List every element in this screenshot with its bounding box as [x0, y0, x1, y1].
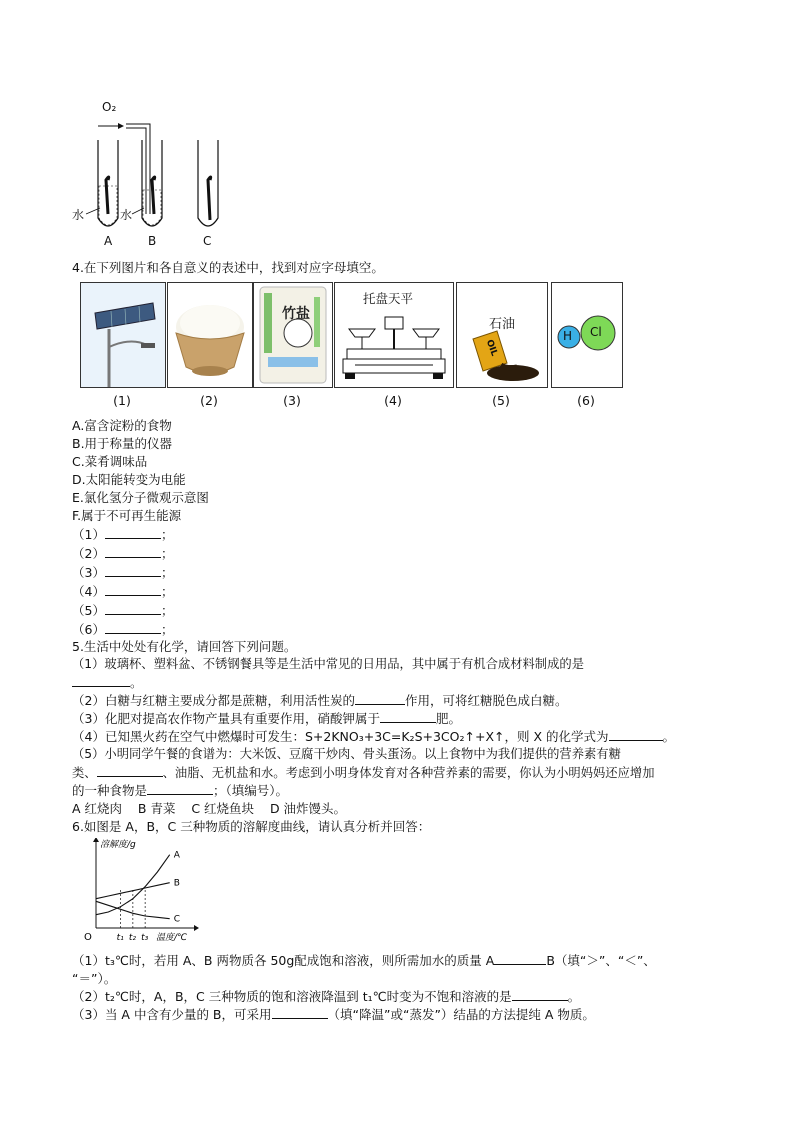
image-solar-lamp — [80, 282, 166, 388]
q4-title: 4.在下列图片和各自意义的表述中，找到对应字母填空。 — [72, 260, 384, 275]
q5-part5-line1: （5）小明同学午餐的食谱为：大米饭、豆腐干炒肉、骨头蛋汤。以上食物中为我们提供的营养素有糖 — [72, 747, 621, 761]
q6-title: 6.如图是 A，B，C 三种物质的溶解度曲线，请认真分析并回答： — [72, 819, 431, 834]
oil-label: 石油 — [489, 317, 516, 332]
option-a: A.富含淀粉的食物 — [72, 418, 172, 433]
image-oil — [456, 282, 548, 388]
q5-blank-4[interactable] — [609, 728, 663, 741]
option-d: D.太阳能转变为电能 — [72, 472, 186, 487]
q5-part4: （4）已知黑火药在空气中燃爆时可发生：S+2KNO₃+3C=K₂S+3CO₂↑+X↑，则 X 的化学式为 。 — [72, 729, 676, 744]
q5-blank-6[interactable] — [147, 782, 213, 795]
q6-part1-end: “＝”）。 — [72, 971, 117, 986]
seasoning-text: 竹盐 — [282, 306, 310, 322]
answer-row: （4） ； — [72, 584, 174, 599]
water-label-a: 水 — [72, 208, 85, 222]
test-tubes-diagram — [70, 96, 250, 256]
solubility-chart-svg — [82, 838, 202, 946]
image-rice-bowl — [167, 282, 253, 388]
balance-label: 托盘天平 — [363, 291, 414, 306]
q5-part2: （2）白糖与红糖主要成分都是蔗糖，利用活性炭的 作用，可将红糖脱色成白糖。 — [72, 693, 568, 708]
answer-blank-1[interactable] — [105, 526, 161, 539]
answer-row: （6） ； — [72, 622, 174, 637]
x-axis-label: 温度/℃ — [156, 933, 188, 943]
image-hcl-molecule — [551, 282, 623, 388]
answer-row: （3） ； — [72, 565, 174, 580]
answer-blank-3[interactable] — [105, 564, 161, 577]
q6-part3: （3）当 A 中含有少量的 B，可采用 （填“降温”或“蒸发”）结晶的方法提纯 A 物质。 — [72, 1007, 595, 1022]
x-tick-label: t₂ — [128, 933, 136, 943]
answer-row: （1） ； — [72, 527, 174, 542]
x-tick-label: t₃ — [141, 933, 149, 943]
tube-label-a: A — [104, 234, 113, 248]
q6-part1: （1）t₃℃时，若用 A、B 两物质各 50g配成饱和溶液，则所需加水的质量 A B（填“＞”、“＜”、 — [72, 953, 656, 968]
q5-blank-2[interactable] — [355, 692, 405, 705]
q6-blank-3[interactable] — [272, 1006, 328, 1019]
q5-part1-end: 。 — [72, 674, 143, 691]
q5-part1: （1）玻璃杯、塑料盆、不锈钢餐具等是生活中常见的日用品，其中属于有机合成材料制成的是 — [72, 657, 584, 671]
caption-6: (6) — [577, 393, 595, 408]
caption-3: (3) — [283, 393, 301, 408]
experiment-diagram — [70, 96, 250, 256]
option-b: B.用于称量的仪器 — [72, 436, 173, 451]
origin-label: O — [84, 932, 92, 943]
caption-4: (4) — [384, 393, 402, 408]
y-axis-arrow — [93, 838, 99, 842]
water-label-b: 水 — [120, 208, 133, 222]
cl-atom-label: Cl — [590, 325, 602, 339]
series-line-b — [96, 883, 170, 899]
option-f: F.属于不可再生能源 — [72, 508, 182, 523]
gas-label: O₂ — [102, 100, 117, 114]
answer-blank-6[interactable] — [105, 621, 161, 634]
q5-title: 5.生活中处处有化学，请回答下列问题。 — [72, 639, 297, 654]
answer-blank-5[interactable] — [105, 602, 161, 615]
caption-1: (1) — [113, 393, 131, 408]
solubility-chart — [82, 838, 202, 946]
q5-blank-3[interactable] — [380, 710, 436, 723]
oil-can-text: OIL — [483, 338, 499, 358]
x-tick-label: t₁ — [116, 933, 124, 943]
answer-row: （2） ； — [72, 546, 174, 561]
series-label-c: C — [173, 914, 181, 925]
q5-part5-line3: 的一种食物是 ；（填编号）。 — [72, 783, 289, 798]
x-axis-arrow — [194, 925, 199, 931]
answer-blank-2[interactable] — [105, 545, 161, 558]
option-e: E.氯化氢分子微观示意图 — [72, 490, 209, 505]
tube-label-c: C — [203, 234, 212, 248]
q5-choices: A 红烧肉 B 青菜 C 红烧鱼块 D 油炸馒头。 — [72, 801, 347, 816]
caption-5: (5) — [492, 393, 510, 408]
series-label-b: B — [173, 878, 180, 889]
q5-blank-5[interactable] — [97, 764, 163, 777]
q6-part2: （2）t₂℃时，A，B，C 三种物质的饱和溶液降温到 t₁℃时变为不饱和溶液的是 。 — [72, 989, 581, 1004]
caption-2: (2) — [200, 393, 218, 408]
h-atom-label: H — [563, 329, 573, 343]
series-label-a: A — [173, 850, 180, 861]
equation: S+2KNO₃+3C=K₂S+3CO₂↑+X↑ — [304, 729, 505, 744]
q5-part5-line2: 类、 、油脂、无机盐和水。考虑到小明身体发育对各种营养素的需要，你认为小明妈妈还应增加 — [72, 766, 655, 780]
q5-part3: （3）化肥对提高农作物产量具有重要作用，硝酸钾属于 肥。 — [72, 711, 461, 726]
answer-row: （5） ； — [72, 603, 174, 618]
image-balance — [334, 282, 454, 388]
q6-blank-2[interactable] — [512, 988, 568, 1001]
q5-blank-1[interactable] — [72, 674, 130, 687]
image-seasoning — [253, 282, 333, 388]
option-c: C.菜肴调味品 — [72, 454, 148, 469]
y-axis-label: 溶解度/g — [100, 840, 136, 850]
tube-label-b: B — [148, 234, 157, 248]
answer-blank-4[interactable] — [105, 583, 161, 596]
q6-blank-1[interactable] — [494, 952, 546, 965]
